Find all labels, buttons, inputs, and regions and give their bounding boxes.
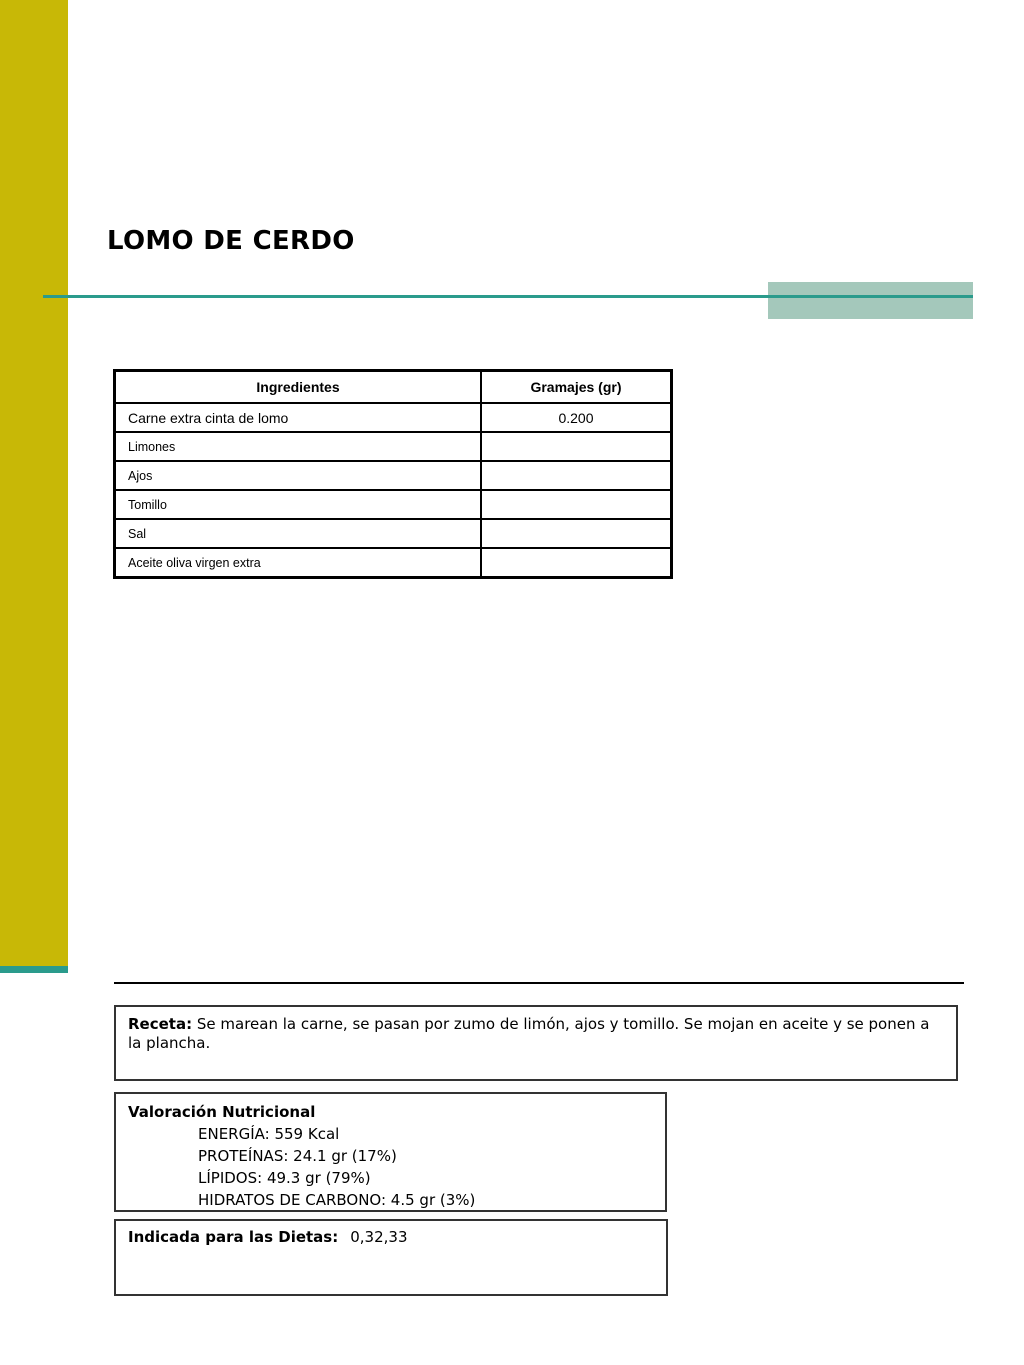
nutrition-proteins: PROTEÍNAS: 24.1 gr (17%) [198, 1147, 397, 1165]
recipe-box [114, 1005, 958, 1081]
table-row [115, 461, 672, 490]
title-accent-block [768, 282, 973, 319]
table-row [115, 432, 672, 461]
ingredient-grams [481, 461, 672, 490]
ingredient-grams [481, 519, 672, 548]
header-ingredients: Ingredientes [115, 371, 482, 404]
sidebar-accent-strip [0, 966, 68, 973]
ingredient-name: Tomillo [115, 490, 482, 519]
ingredient-grams: 0.200 [481, 403, 672, 432]
diets-label: Indicada para las Dietas: [128, 1228, 339, 1246]
diets-value: 0,32,33 [350, 1228, 408, 1246]
ingredient-name: Carne extra cinta de lomo [115, 403, 482, 432]
nutrition-box [114, 1092, 667, 1212]
ingredients-table [113, 369, 673, 579]
table-row [115, 403, 672, 432]
ingredient-name: Sal [115, 519, 482, 548]
ingredient-name: Ajos [115, 461, 482, 490]
nutrition-lipids: LÍPIDOS: 49.3 gr (79%) [198, 1169, 371, 1187]
ingredient-grams [481, 548, 672, 578]
section-divider [114, 982, 964, 984]
table-row [115, 548, 672, 578]
table-header-row [115, 371, 672, 404]
ingredient-grams [481, 432, 672, 461]
ingredient-name: Limones [115, 432, 482, 461]
nutrition-energy: ENERGÍA: 559 Kcal [198, 1125, 340, 1143]
diets-box [114, 1219, 668, 1296]
header-grams: Gramajes (gr) [481, 371, 672, 404]
table-row [115, 519, 672, 548]
ingredient-name: Aceite oliva virgen extra [115, 548, 482, 578]
table-row [115, 490, 672, 519]
ingredient-grams [481, 490, 672, 519]
nutrition-heading: Valoración Nutricional [128, 1103, 316, 1121]
page-title: LOMO DE CERDO [107, 226, 355, 256]
nutrition-carbs: HIDRATOS DE CARBONO: 4.5 gr (3%) [198, 1191, 476, 1209]
recipe-label: Receta: [128, 1015, 193, 1033]
recipe-text: Se marean la carne, se pasan por zumo de limón, ajos y tomillo. Se mojan en aceite y se ponen a la plancha. [128, 1015, 930, 1052]
sidebar-decoration [0, 0, 68, 968]
